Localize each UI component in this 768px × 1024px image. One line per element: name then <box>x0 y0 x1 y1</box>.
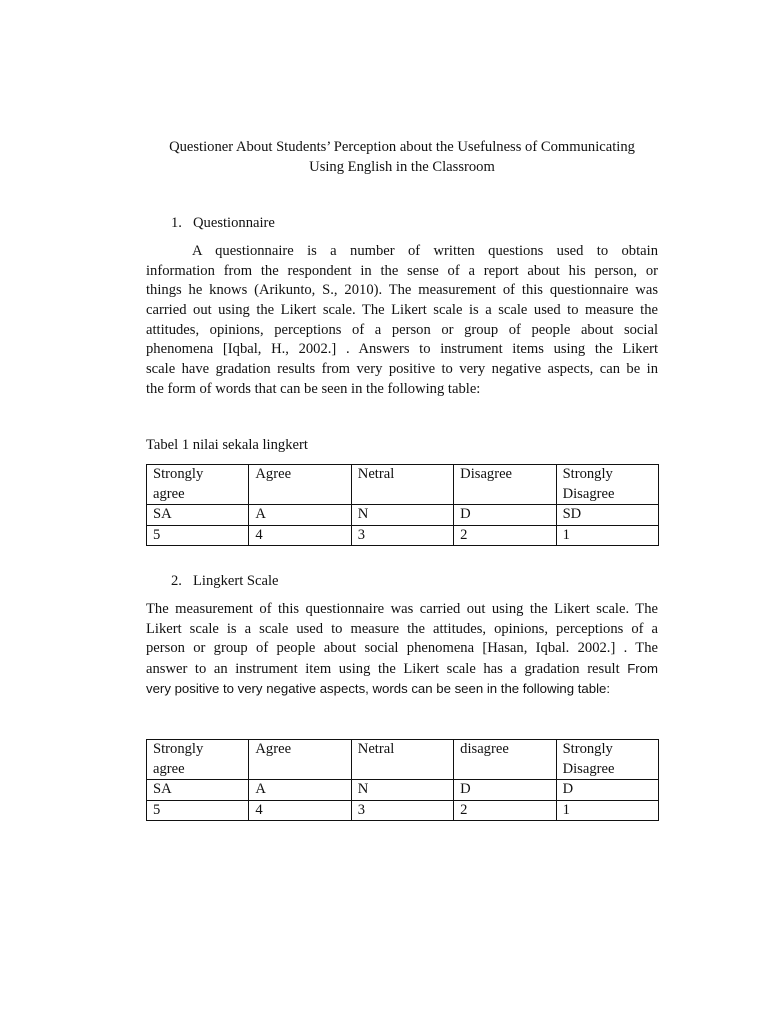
paragraph-line: attitudes, opinions, perceptions of a person or group of people about social <box>146 321 658 338</box>
paragraph-line: answer to an instrument item using the Likert scale has a gradation result From <box>146 661 658 678</box>
table-cell: SA <box>147 780 249 801</box>
table-cell: Agree <box>249 465 351 505</box>
paragraph-line: things he knows (Arikunto, S., 2010). The measurement of this questionnaire was <box>146 282 658 299</box>
section-1-paragraph <box>146 242 658 400</box>
table-cell: 5 <box>147 800 249 821</box>
title-line-2: Using English in the Classroom <box>309 159 495 175</box>
table-1-caption: Tabel 1 nilai sekala lingkert <box>146 437 308 453</box>
paragraph-line: scale have gradation results from very positive to very negative aspects, can be in <box>146 361 658 378</box>
paragraph-line: the form of words that can be seen in the following table: <box>146 380 481 397</box>
table-cell: Disagree <box>454 465 556 505</box>
paragraph-line: very positive to very negative aspects, words can be seen in the following table: <box>146 680 611 696</box>
table-cell: Netral <box>351 740 453 780</box>
paragraph-line: Likert scale is a scale used to measure the attitudes, opinions, perceptions of a <box>146 620 658 637</box>
section-1-heading-text: Questionnaire <box>193 215 275 231</box>
table-cell: 5 <box>147 525 249 546</box>
section-2-heading <box>171 572 279 592</box>
table-cell: N <box>351 780 453 801</box>
section-1-number: 1. <box>171 215 182 231</box>
table-header-row <box>147 740 659 780</box>
table-cell: D <box>556 780 658 801</box>
table-cell: N <box>351 505 453 526</box>
table-row <box>147 525 659 546</box>
table-row <box>147 780 659 801</box>
table-cell: disagree <box>454 740 556 780</box>
table-cell: 3 <box>351 800 453 821</box>
table-cell: Strongly Disagree <box>556 740 658 780</box>
table-cell: SD <box>556 505 658 526</box>
likert-table-1 <box>146 464 659 546</box>
table-cell: 1 <box>556 800 658 821</box>
section-2-number: 2. <box>171 573 182 589</box>
paragraph-line: information from the respondent in the sense of a report about his person, or <box>146 262 658 279</box>
table-cell: 2 <box>454 525 556 546</box>
table-cell: 3 <box>351 525 453 546</box>
table-header-row <box>147 465 659 505</box>
table-cell: SA <box>147 505 249 526</box>
likert-table-2 <box>146 739 659 821</box>
section-1-heading <box>171 214 275 234</box>
table-cell: 2 <box>454 800 556 821</box>
paragraph-line: carried out using the Likert scale. The Likert scale is a scale used to measure the <box>146 302 658 319</box>
paragraph-line: person or group of people about social phenomena [Hasan, Iqbal. 2002.] . The <box>146 640 658 657</box>
document-title <box>146 137 658 177</box>
table-cell: D <box>454 505 556 526</box>
table-cell: Netral <box>351 465 453 505</box>
table-cell: Strongly agree <box>147 740 249 780</box>
table-cell: A <box>249 780 351 801</box>
table-cell: 4 <box>249 525 351 546</box>
paragraph-line: A questionnaire is a number of written questions used to obtain <box>192 243 658 259</box>
table-row <box>147 800 659 821</box>
paragraph-line: The measurement of this questionnaire was carried out using the Likert scale. The <box>146 601 658 617</box>
title-line-1: Questioner About Students’ Perception about the Usefulness of Communicating <box>169 139 635 155</box>
table-cell: Agree <box>249 740 351 780</box>
table-cell: A <box>249 505 351 526</box>
table-cell: 4 <box>249 800 351 821</box>
table-cell: 1 <box>556 525 658 546</box>
table-cell: Strongly agree <box>147 465 249 505</box>
table-cell: Strongly Disagree <box>556 465 658 505</box>
table-row <box>147 505 659 526</box>
table-cell: D <box>454 780 556 801</box>
paragraph-line: phenomena [Iqbal, H., 2002.] . Answers to instrument items using the Likert <box>146 341 658 358</box>
section-2-heading-text: Lingkert Scale <box>193 573 279 589</box>
section-2-paragraph <box>146 600 658 698</box>
